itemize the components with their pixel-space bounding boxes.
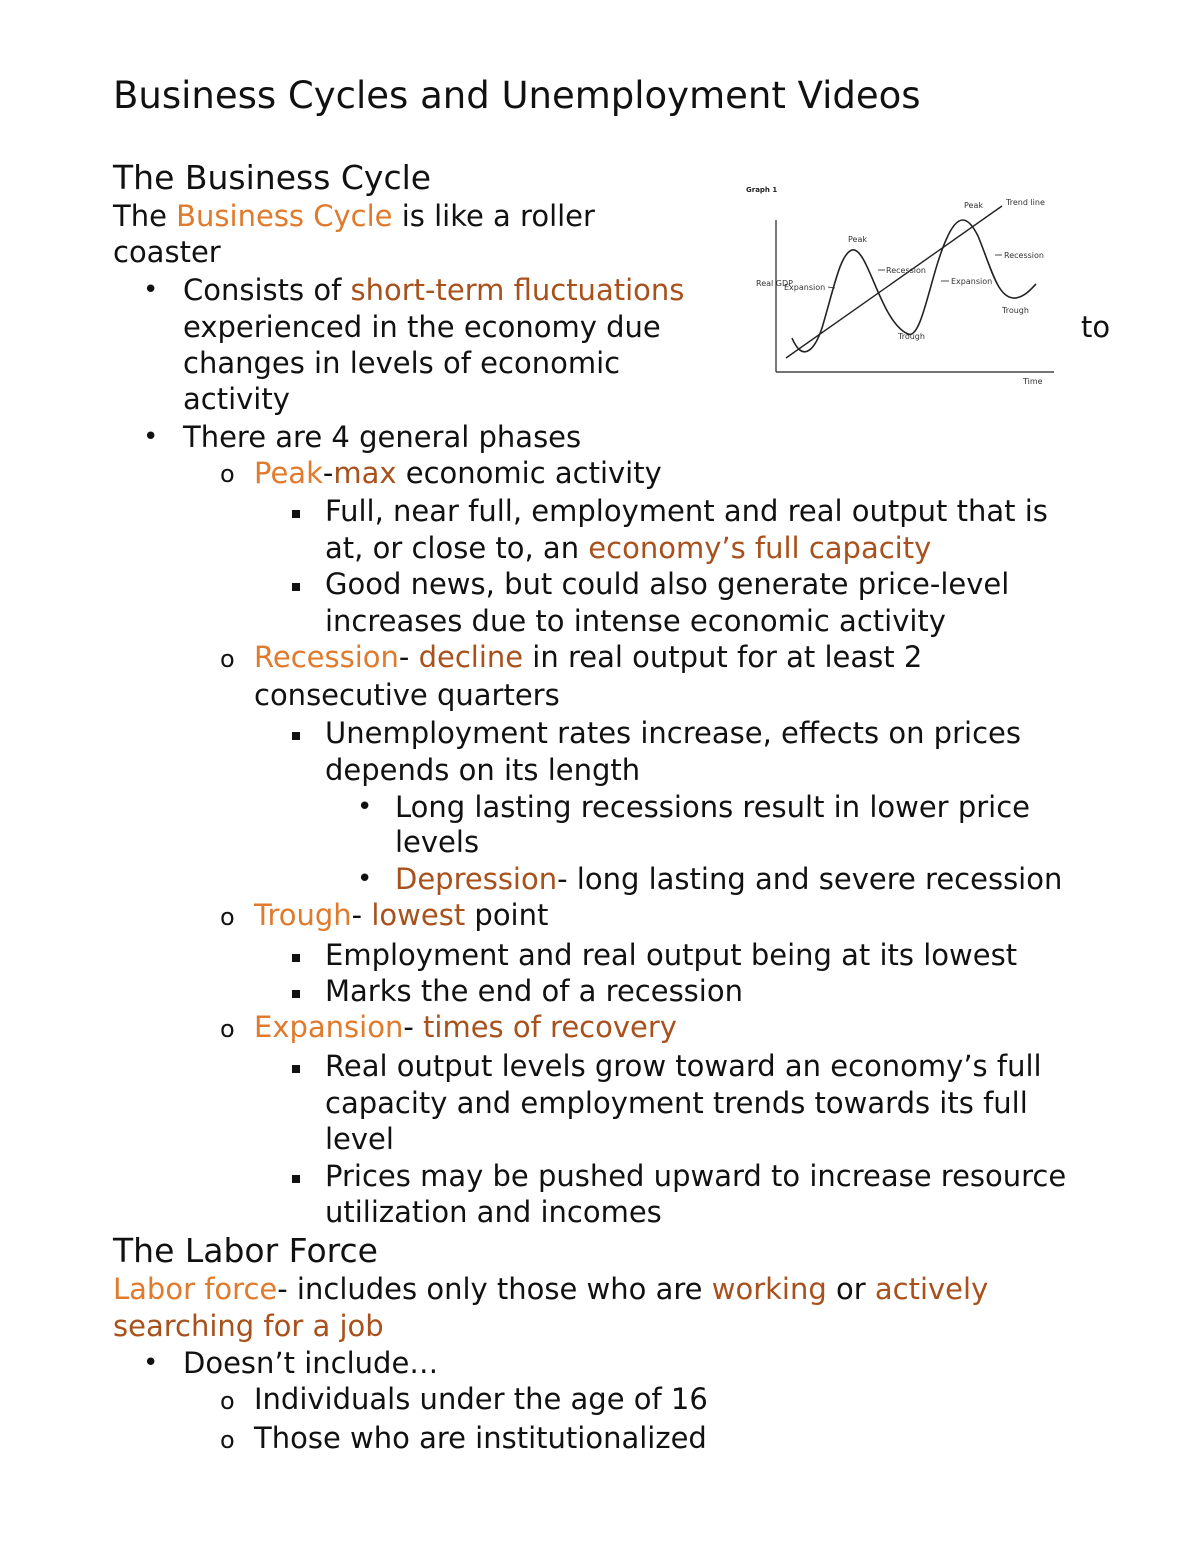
phase-recession: Recession- decline in real output for at least 2 xyxy=(254,640,923,674)
expansion-detail-1-line-2: capacity and employment trends towards its full xyxy=(325,1086,1028,1120)
bullet-fluctuations-line-4: activity xyxy=(183,382,290,416)
phase-trough: Trough- lowest point xyxy=(254,898,549,932)
bullet-fluctuations-to: to xyxy=(1081,310,1111,344)
bullet-icon: • xyxy=(143,275,159,305)
bullet-fluctuations-line-1: Consists of short-term fluctuations xyxy=(183,273,685,307)
square-bullet-icon xyxy=(292,510,300,518)
expansion-detail-1-line-1: Real output levels grow toward an economy’s full xyxy=(325,1049,1042,1083)
section-heading-labor-force: The Labor Force xyxy=(113,1231,378,1270)
peak-detail-1-line-1: Full, near full, employment and real output that is xyxy=(325,494,1048,528)
recession-sub-2: Depression- long lasting and severe recession xyxy=(395,862,1063,896)
square-bullet-icon xyxy=(292,1175,300,1183)
business-cycle-graph xyxy=(742,180,1062,392)
expansion-detail-1-line-3: level xyxy=(325,1122,394,1156)
label-peak-2: Peak xyxy=(964,201,983,210)
circle-bullet-icon: o xyxy=(220,903,235,931)
phase-recession-line-2: consecutive quarters xyxy=(254,678,560,712)
recession-detail-line-2: depends on its length xyxy=(325,753,641,787)
bullet-icon: • xyxy=(357,864,373,894)
square-bullet-icon xyxy=(292,732,300,740)
graph-title: Graph 1 xyxy=(746,186,778,194)
peak-detail-2-line-2: increases due to intense economic activity xyxy=(325,604,946,638)
section-heading-business-cycle: The Business Cycle xyxy=(113,158,432,197)
labor-force-definition-line-2: searching for a job xyxy=(113,1309,384,1343)
label-recession-2: Recession xyxy=(1004,251,1044,260)
intro-line-2: coaster xyxy=(113,235,221,269)
circle-bullet-icon: o xyxy=(220,645,235,673)
phase-peak: Peak-max economic activity xyxy=(254,456,662,490)
label-expansion: Expansion xyxy=(784,283,826,292)
trough-detail-1: Employment and real output being at its lowest xyxy=(325,938,1018,972)
peak-detail-1-line-2: at, or close to, an economy’s full capacity xyxy=(325,531,932,565)
x-axis-label: Time xyxy=(1023,377,1043,386)
label-expansion-2: Expansion xyxy=(951,277,993,286)
trough-detail-2: Marks the end of a recession xyxy=(325,974,743,1008)
circle-bullet-icon: o xyxy=(220,1387,235,1415)
bullet-phases: There are 4 general phases xyxy=(183,420,582,454)
recession-sub-1-line-1: Long lasting recessions result in lower price xyxy=(395,790,1030,824)
circle-bullet-icon: o xyxy=(220,1015,235,1043)
label-trough: Trough xyxy=(898,332,925,341)
bullet-fluctuations-line-2: experienced in the economy due xyxy=(183,310,661,344)
recession-sub-1-line-2: levels xyxy=(395,825,480,859)
labor-force-exclusions: Doesn’t include… xyxy=(183,1346,439,1380)
label-recession: Recession xyxy=(886,266,926,275)
square-bullet-icon xyxy=(292,583,300,591)
bullet-fluctuations-line-3: changes in levels of economic xyxy=(183,346,621,380)
label-peak: Peak xyxy=(848,235,867,244)
circle-bullet-icon: o xyxy=(220,1426,235,1454)
intro-line-1: The Business Cycle is like a roller xyxy=(113,199,595,233)
label-trough-2: Trough xyxy=(1002,306,1029,315)
square-bullet-icon xyxy=(292,990,300,998)
y-axis-label: Real GDP xyxy=(756,279,793,288)
bullet-icon: • xyxy=(143,422,159,452)
label-trend-line: Trend line xyxy=(1006,198,1045,207)
recession-detail-line-1: Unemployment rates increase, effects on prices xyxy=(325,716,1021,750)
square-bullet-icon xyxy=(292,954,300,962)
bullet-icon: • xyxy=(357,792,373,822)
peak-detail-2-line-1: Good news, but could also generate price-level xyxy=(325,567,1010,601)
expansion-detail-2-line-2: utilization and incomes xyxy=(325,1195,662,1229)
expansion-detail-2-line-1: Prices may be pushed upward to increase resource xyxy=(325,1159,1067,1193)
bullet-icon: • xyxy=(143,1348,159,1378)
circle-bullet-icon: o xyxy=(220,460,235,488)
exclusion-under-16: Individuals under the age of 16 xyxy=(254,1382,708,1416)
document-title: Business Cycles and Unemployment Videos xyxy=(113,74,921,117)
labor-force-definition-line-1: Labor force- includes only those who are working or actively xyxy=(113,1272,989,1306)
square-bullet-icon xyxy=(292,1065,300,1073)
phase-expansion: Expansion- times of recovery xyxy=(254,1010,677,1044)
exclusion-institutionalized: Those who are institutionalized xyxy=(254,1421,707,1455)
